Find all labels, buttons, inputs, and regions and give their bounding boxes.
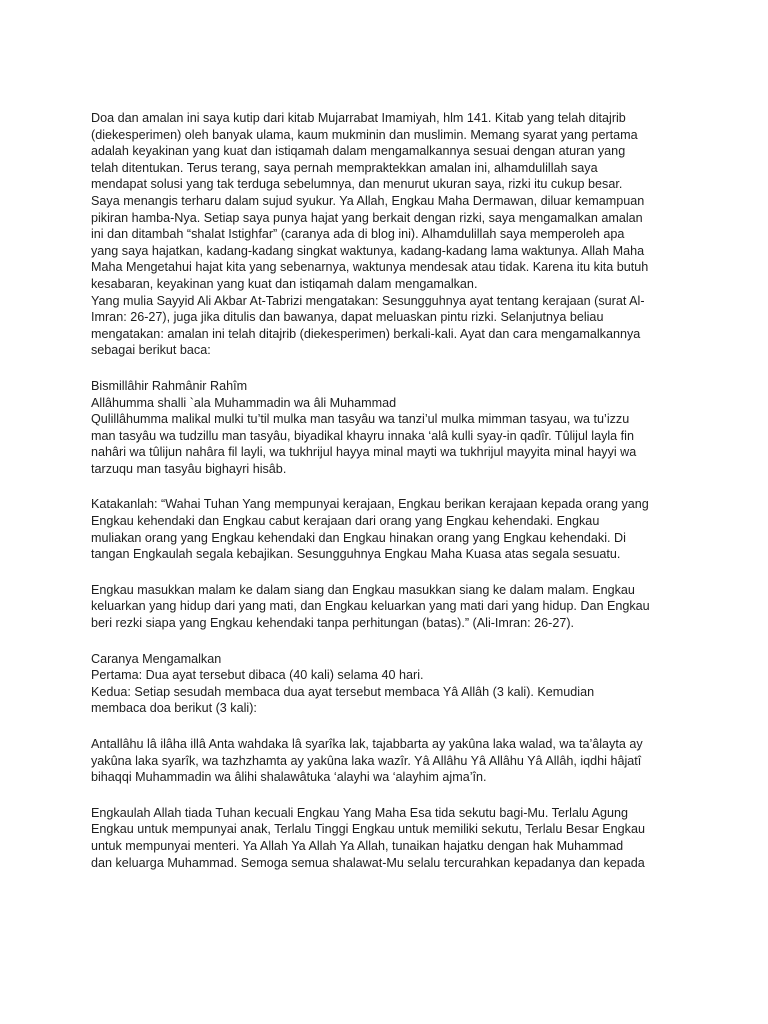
text-line: mengatakan: amalan ini telah ditajrib (diekesperimen) berkali-kali. Ayat dan cara mengamalkannya bbox=[91, 326, 641, 341]
text-line: Yang mulia Sayyid Ali Akbar At-Tabrizi mengatakan: Sesungguhnya ayat tentang kerajaan (surat Al- bbox=[91, 293, 645, 308]
text-line: man tasyâu wa tudzillu man tasyâu, biyadikal khayru innaka ‘alâ kulli syay-in qadîr. Tûlijul layla fin bbox=[91, 428, 634, 443]
doa-transliteration-paragraph bbox=[91, 736, 681, 786]
translation-paragraph-2 bbox=[91, 582, 681, 632]
document-body bbox=[91, 110, 681, 871]
text-line: bihaqqi Muhammadin wa âlihi shalawâtuka ‘alayhi wa ‘alayhim ajma’în. bbox=[91, 770, 487, 785]
text-line: keluarkan yang hidup dari yang mati, dan Engkau keluarkan yang mati dari yang hidup. Dan Engkau bbox=[91, 599, 650, 614]
text-line: tangan Engkaulah segala kebajikan. Sesungguhnya Engkau Maha Kuasa atas segala sesuatu. bbox=[91, 547, 621, 562]
text-line: mendapat solusi yang tak terduga sebelumnya, dan menurut ukuran saya, rizki itu cukup besar. bbox=[91, 177, 623, 192]
transliteration-paragraph bbox=[91, 378, 681, 478]
text-line: Doa dan amalan ini saya kutip dari kitab Mujarrabat Imamiyah, hlm 141. Kitab yang telah ditajrib bbox=[91, 111, 626, 125]
text-line: sebagai berikut baca: bbox=[91, 343, 211, 358]
text-line: tarzuqu man tasyâu bighayri hisâb. bbox=[91, 461, 287, 476]
intro-paragraph bbox=[91, 110, 681, 359]
text-line: Antallâhu lâ ilâha illâ Anta wahdaka lâ syarîka lak, tajabbarta ay yakûna laka walad, wa ta’âlayta ay bbox=[91, 737, 643, 751]
section-heading: Caranya Mengamalkan bbox=[91, 651, 222, 666]
text-line: beri rezki siapa yang Engkau kehendaki tanpa perhitungan (batas).” (Ali-Imran: 26-27). bbox=[91, 616, 575, 631]
text-line: Pertama: Dua ayat tersebut dibaca (40 kali) selama 40 hari. bbox=[91, 668, 424, 683]
text-line: Katakanlah: “Wahai Tuhan Yang mempunyai kerajaan, Engkau berikan kerajaan kepada orang yang bbox=[91, 497, 649, 512]
text-line: muliakan orang yang Engkau kehendaki dan Engkau hinakan orang yang Engkau kehendaki. Di bbox=[91, 530, 626, 545]
text-line: kesabaran, keyakinan yang kuat dan istiqamah dalam mengamalkan. bbox=[91, 276, 478, 291]
text-line: membaca doa berikut (3 kali): bbox=[91, 701, 257, 716]
text-line: Maha Mengetahui hajat kita yang sebenarnya, waktunya mendesak atau tidak. Karena itu kita butuh bbox=[91, 260, 649, 275]
text-line: untuk mempunyai menteri. Ya Allah Ya Allah Ya Allah, tunaikan hajatku dengan hak Muhammad bbox=[91, 838, 624, 853]
translation-paragraph-1 bbox=[91, 496, 681, 562]
text-line: Imran: 26-27), juga jika ditulis dan bawanya, dapat meluaskan pintu rizki. Selanjutnya beliau bbox=[91, 310, 604, 325]
text-line: pikiran hamba-Nya. Setiap saya punya hajat yang berkait dengan rizki, saya mengamalkan amalan bbox=[91, 210, 643, 225]
text-line: dan keluarga Muhammad. Semoga semua shalawat-Mu selalu tercurahkan kepadanya dan kepada bbox=[91, 855, 645, 870]
text-line: Bismillâhir Rahmânir Rahîm bbox=[91, 378, 248, 393]
doa-translation-paragraph bbox=[91, 805, 681, 871]
text-line: nahâri wa tûlijun nahâra fil layli, wa tukhrijul hayya minal mayti wa tukhrijul mayyita minal hayyi wa bbox=[91, 445, 637, 460]
text-line: yang saya hajatkan, kadang-kadang singkat waktunya, kadang-kadang lama waktunya. Allah Maha bbox=[91, 243, 645, 258]
text-line: Saya menangis terharu dalam sujud syukur. Ya Allah, Engkau Maha Dermawan, diluar kemampuan bbox=[91, 193, 645, 208]
text-line: adalah keyakinan yang kuat dan istiqamah dalam mengamalkannya sesuai dengan aturan yang bbox=[91, 144, 626, 159]
text-line: (diekesperimen) oleh banyak ulama, kaum mukminin dan muslimin. Memang syarat yang pertama bbox=[91, 127, 638, 142]
text-line: Allâhumma shalli `ala Muhammadin wa âli Muhammad bbox=[91, 395, 397, 410]
instructions-paragraph bbox=[91, 651, 681, 717]
text-line: Engkau kehendaki dan Engkau cabut kerajaan dari orang yang Engkau kehendaki. Engkau bbox=[91, 514, 600, 529]
text-line: telah ditentukan. Terus terang, saya pernah mempraktekkan amalan ini, alhamdulillah saya bbox=[91, 160, 598, 175]
text-line: Qulillâhumma malikal mulki tu’til mulka man tasyâu wa tanzi’ul mulka mimman tasyau, wa tu’izzu bbox=[91, 412, 630, 427]
text-line: Kedua: Setiap sesudah membaca dua ayat tersebut membaca Yâ Allâh (3 kali). Kemudian bbox=[91, 684, 595, 699]
text-line: Engkau untuk mempunyai anak, Terlalu Tinggi Engkau untuk memiliki sekutu, Terlalu Besar Engkau bbox=[91, 822, 645, 837]
text-line: ini dan ditambah “shalat Istighfar” (caranya ada di blog ini). Alhamdulillah saya memperoleh apa bbox=[91, 227, 625, 242]
text-line: Engkau masukkan malam ke dalam siang dan Engkau masukkan siang ke dalam malam. Engkau bbox=[91, 582, 635, 597]
text-line: yakûna laka syarîk, wa tazhzhamta ay yakûna laka wazîr. Yâ Allâhu Yâ Allâhu Yâ Allâh, iqdhi hâjatî bbox=[91, 753, 642, 768]
text-line: Engkaulah Allah tiada Tuhan kecuali Engkau Yang Maha Esa tida sekutu bagi-Mu. Terlalu Agung bbox=[91, 805, 629, 820]
